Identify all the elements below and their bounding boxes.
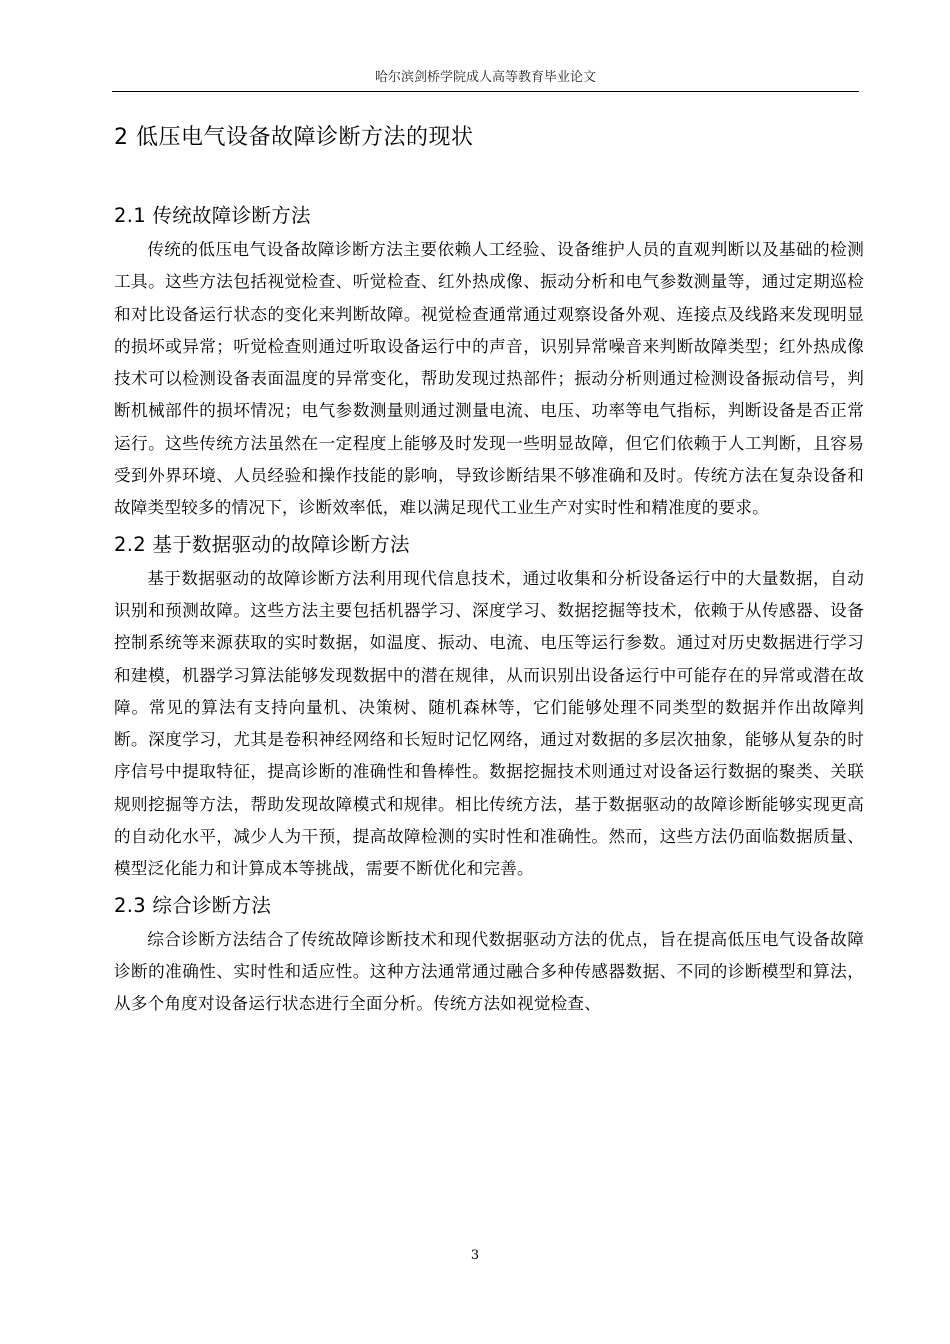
section-paragraph: 基于数据驱动的故障诊断方法利用现代信息技术，通过收集和分析设备运行中的大量数据，自动识别和预测故障。这些方法主要包括机器学习、深度学习、数据挖掘等技术，依赖于从传感器、设备控制系统等来源获取的实时数据，如温度、振动、电流、电压等运行参数。通过对历史数据进行学习和建模，机器学习算法能够发现数据中的潜在规律，从而识别出设备运行中可能存在的异常或潜在故障。常见的算法有支持向量机、决策树、随机森林等，它们能够处理不同类型的数据并作出故障判断。深度学习，尤其是卷积神经网络和长短时记忆网络，通过对数据的多层次抽象，能够从复杂的时序信号中提取特征，提高诊断的准确性和鲁棒性。数据挖掘技术则通过对设备运行数据的聚类、关联规则挖掘等方法，帮助发现故障模式和规律。相比传统方法，基于数据驱动的故障诊断能够实现更高的自动化水平，减少人为干预，提高故障检测的实时性和准确性。然而，这些方法仍面临数据质量、模型泛化能力和计算成本等挑战，需要不断优化和完善。 <box>114 568 864 879</box>
section-paragraph: 传统的低压电气设备故障诊断方法主要依赖人工经验、设备维护人员的直观判断以及基础的检测工具。这些方法包括视觉检查、听觉检查、红外热成像、振动分析和电气参数测量等，通过定期巡检和对比设备运行状态的变化来判断故障。视觉检查通常通过观察设备外观、连接点及线路来发现明显的损坏或异常；听觉检查则通过听取设备运行中的声音，识别异常噪音来判断故障类型；红外热成像技术可以检测设备表面温度的异常变化，帮助发现过热部件；振动分析则通过检测设备振动信号，判断机械部件的损坏情况；电气参数测量则通过测量电流、电压、功率等电气指标，判断设备是否正常运行。这些传统方法虽然在一定程度上能够及时发现一些明显故障，但它们依赖于人工判断，且容易受到外界环境、人员经验和操作技能的影响，导致诊断结果不够准确和及时。传统方法在复杂设备和故障类型较多的情况下，诊断效率低，难以满足现代工业生产对实时性和精准度的要求。 <box>114 240 864 518</box>
section-title: 2.3 综合诊断方法 <box>114 893 272 917</box>
page-body <box>114 118 864 1021</box>
section-paragraph: 综合诊断方法结合了传统故障诊断技术和现代数据驱动方法的优点，旨在提高低压电气设备故障诊断的准确性、实时性和适应性。这种方法通常通过融合多种传感器数据、不同的诊断模型和算法，从多个角度对设备运行状态进行全面分析。传统方法如视觉检查、 <box>114 929 864 1014</box>
section-title: 2.1 传统故障诊断方法 <box>114 204 311 227</box>
running-header: 哈尔滨剑桥学院成人高等教育毕业论文 <box>112 66 859 92</box>
page-number: 3 <box>470 1248 480 1263</box>
section-title: 2.2 基于数据驱动的故障诊断方法 <box>114 532 410 556</box>
chapter-title: 2 低压电气设备故障诊断方法的现状 <box>114 125 474 150</box>
